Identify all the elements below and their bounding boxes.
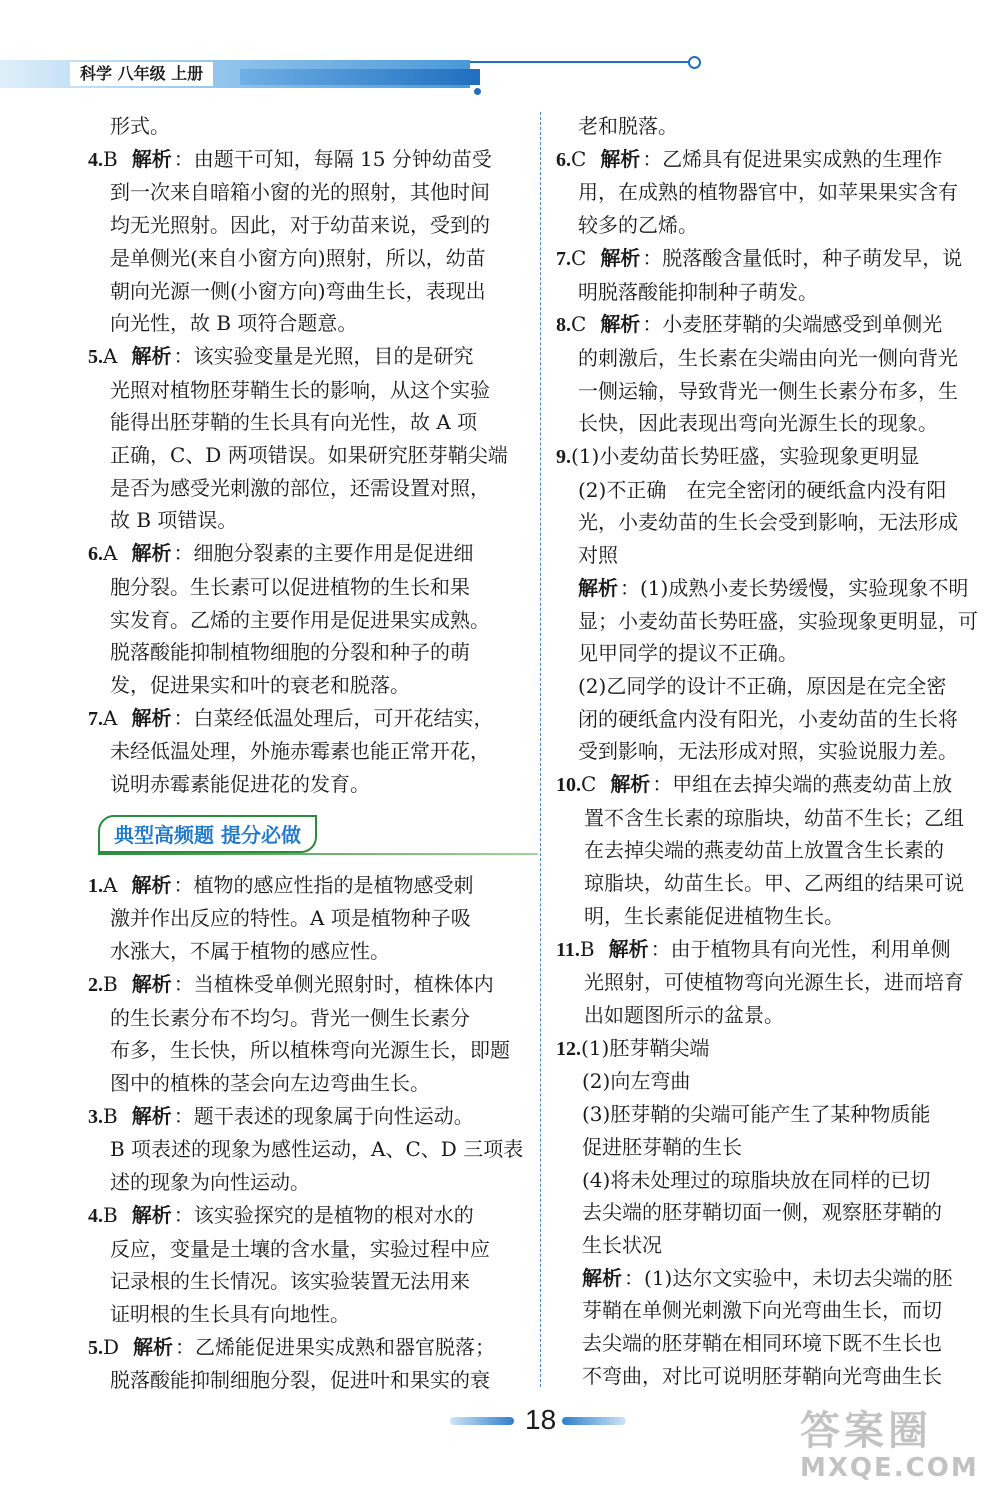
analysis-label: 解析	[131, 541, 172, 566]
book-title: 科学 八年级 上册	[70, 62, 213, 86]
q9-part4	[556, 670, 996, 768]
text-line: 生长状况	[582, 1232, 662, 1257]
text-line: ：该实验变量是光照，目的是研究	[173, 343, 474, 368]
q12-part3	[556, 1098, 996, 1163]
text-line: 闭的硬纸盒内没有阳光，小麦幼苗的生长将	[578, 706, 958, 731]
text-line: 能得出胚芽鞘的生长具有向光性，故 A 项	[110, 410, 478, 435]
item-number: 3.	[88, 1105, 103, 1128]
text-line: 脱落酸能抑制细胞分裂，促进叶和果实的衰	[110, 1368, 490, 1393]
item-number: 4.	[88, 148, 103, 171]
text-line: 脱落酸能抑制植物细胞的分裂和种子的萌	[110, 640, 470, 665]
left-column	[88, 110, 528, 1397]
q9-part2	[556, 474, 996, 572]
text-line: ：题干表述的现象属于向性运动。	[173, 1103, 474, 1128]
item-number: 7.	[556, 247, 571, 270]
text-line: 见甲同学的提议不正确。	[578, 641, 798, 666]
analysis-label: 解析	[600, 245, 641, 270]
text-line: 受到影响，无法形成对照，实验说服力差。	[578, 739, 958, 764]
answer-item	[556, 933, 996, 1032]
item-number: 2.	[88, 973, 103, 996]
analysis-label: 解析	[131, 343, 172, 368]
analysis-label: 解析	[610, 772, 651, 797]
text-line: ：小麦胚芽鞘的尖端感受到单侧光	[642, 312, 943, 337]
text-line: 芽鞘在单侧光刺激下向光弯曲生长，而切	[582, 1298, 942, 1323]
analysis-label: 解析	[133, 1334, 174, 1359]
answer-item	[556, 242, 996, 308]
analysis-label: 解析	[600, 312, 641, 337]
answer-item	[88, 968, 528, 1100]
analysis-label: 解析	[131, 971, 172, 996]
item-number: 12.	[556, 1037, 581, 1060]
item-number: 11.	[556, 938, 580, 961]
section-underline	[98, 853, 538, 855]
text-line: ：该实验探究的是植物的根对水的	[173, 1202, 474, 1227]
answer-choice: A	[103, 343, 118, 368]
text-line: ：由于植物具有向光性，利用单侧	[650, 936, 951, 961]
analysis-label: 解析	[578, 575, 618, 600]
text-line: 是否为感受光刺激的部位，还需设置对照，	[110, 475, 490, 500]
left-top-answers	[88, 110, 528, 801]
text-line: 明脱落酸能抑制种子萌发。	[578, 279, 818, 304]
text-line: 不弯曲，对比可说明胚芽鞘向光弯曲生长	[582, 1363, 942, 1388]
text-line: ：脱落酸含量低时，种子萌发早，说	[642, 245, 963, 270]
answer-choice: B	[103, 146, 118, 171]
text-line: 正确，C、D 两项错误。如果研究胚芽鞘尖端	[110, 443, 508, 468]
text-line: 水涨大，不属于植物的感应性。	[110, 939, 390, 964]
continued-text: 形式。	[110, 114, 170, 138]
text-line: 一侧运输，导致背光一侧生长素分布多，生	[578, 378, 958, 403]
answer-choice: B	[103, 1202, 118, 1227]
text-line: 记录根的生长情况。该实验装置无法用来	[110, 1269, 470, 1294]
text-line: 的刺激后，生长素在尖端由向光一侧向背光	[578, 345, 958, 370]
answer-item	[556, 143, 996, 242]
answer-choice: B	[103, 971, 118, 996]
answer-choice: D	[103, 1334, 120, 1359]
answer-choice: B	[103, 1103, 118, 1128]
text-line: 均无光照射。因此，对于幼苗来说，受到的	[110, 213, 490, 238]
answer-item	[88, 1199, 528, 1331]
text-line: 长快，因此表现出弯向光源生长的现象。	[578, 411, 938, 436]
answer-choice: C	[571, 146, 587, 171]
answer-item	[88, 1331, 528, 1397]
item-number: 1.	[88, 874, 103, 897]
text-line: 发，促进果实和叶的衰老和脱落。	[110, 672, 410, 697]
text-line: ：乙烯能促进果实成熟和器官脱落；	[175, 1334, 496, 1359]
left-bottom-answers	[88, 869, 528, 1397]
right-mid-answers	[556, 768, 996, 1032]
item-number: 7.	[88, 707, 103, 730]
text-line: 琼脂块，幼苗生长。甲、乙两组的结果可说	[584, 871, 964, 896]
answer-choice: B	[579, 936, 595, 961]
q12-part2	[556, 1065, 996, 1098]
continued-text: 老和脱落。	[578, 114, 678, 138]
page-footer	[440, 1400, 630, 1440]
analysis-label: 解析	[131, 705, 172, 730]
text-line: 在去掉尖端的燕麦幼苗上放置含生长素的	[584, 838, 944, 863]
answer-item-12	[556, 1032, 996, 1393]
column-divider	[540, 112, 541, 1387]
right-column	[556, 110, 996, 1392]
text-line: 激并作出反应的特性。A 项是植物种子吸	[110, 906, 471, 931]
item-number: 6.	[88, 543, 103, 566]
analysis-label: 解析	[131, 146, 172, 171]
text-line: (3)胚芽鞘的尖端可能产生了某种物质能	[582, 1102, 931, 1127]
text-line: 到一次来自暗箱小窗的光的照射，其他时间	[110, 180, 490, 205]
item-number: 10.	[556, 774, 581, 797]
text-line: 较多的乙烯。	[578, 213, 698, 238]
text-line: 光，小麦幼苗的生长会受到影响，无法形成	[578, 510, 958, 535]
text-line: 促进胚芽鞘的生长	[582, 1134, 742, 1159]
item-number: 9.	[556, 446, 571, 469]
answer-item	[88, 143, 528, 340]
text-line: 说明赤霉素能促进花的发育。	[110, 772, 370, 797]
answer-choice: A	[103, 872, 118, 897]
text-line: 是单侧光(来自小窗方向)照射，所以，幼苗	[110, 245, 486, 270]
text-line: 朝向光源一侧(小窗方向)弯曲生长，表现出	[110, 278, 486, 303]
text-line: 去尖端的胚芽鞘在相同环境下既不生长也	[582, 1331, 942, 1356]
text-line: (4)将未处理过的琼脂块放在同样的已切	[582, 1167, 931, 1192]
answer-item	[88, 1100, 528, 1199]
text-line: ：乙烯具有促进果实成熟的生理作	[642, 146, 943, 171]
answer-item	[88, 537, 528, 702]
header-dot-icon	[474, 88, 481, 95]
analysis-label: 解析	[582, 1265, 622, 1290]
item-number: 5.	[88, 345, 103, 368]
answer-choice: C	[571, 312, 587, 337]
answer-item	[88, 110, 528, 143]
text-line: ：植物的感应性指的是植物感受刺	[173, 872, 474, 897]
q12-part4	[556, 1164, 996, 1262]
header-circle-icon	[688, 56, 701, 69]
item-text: (1)胚芽鞘尖端	[581, 1035, 710, 1060]
text-line: 去尖端的胚芽鞘切面一侧，观察胚芽鞘的	[582, 1200, 942, 1225]
analysis-label: 解析	[608, 936, 649, 961]
watermark-url: MXQE.COM	[800, 1453, 979, 1483]
text-line: 述的现象为向性运动。	[110, 1170, 310, 1195]
footer-deco-right	[562, 1417, 626, 1425]
text-line: ：当植株受单侧光照射时，植株体内	[173, 971, 494, 996]
page-number: 18	[525, 1404, 557, 1435]
text-line: ：甲组在去掉尖端的燕麦幼苗上放	[652, 772, 953, 797]
item-text: (1)小麦幼苗长势旺盛，实验现象更明显	[571, 444, 920, 469]
answer-item	[88, 340, 528, 537]
answer-choice: A	[103, 541, 118, 566]
section-header	[98, 815, 528, 855]
right-top-answers	[556, 110, 996, 440]
text-line: ：白菜经低温处理后，可开花结实，	[173, 705, 494, 730]
q12-analysis	[556, 1262, 996, 1393]
watermark-title: 答案圈	[800, 1408, 932, 1454]
text-line: ：细胞分裂素的主要作用是促进细	[173, 541, 474, 566]
text-line: 出如题图所示的盆景。	[584, 1002, 784, 1027]
item-number: 4.	[88, 1204, 103, 1227]
analysis-label: 解析	[131, 1202, 172, 1227]
text-line: 胞分裂。生长素可以促进植物的生长和果	[110, 574, 470, 599]
q9-analysis	[556, 572, 996, 670]
answer-item	[88, 869, 528, 968]
text-line: (2)乙同学的设计不正确，原因是在完全密	[578, 673, 947, 698]
text-line: ：(1)达尔文实验中，未切去尖端的胚	[624, 1265, 953, 1290]
item-number: 8.	[556, 314, 571, 337]
text-line: 显；小麦幼苗长势旺盛，实验现象更明显，可	[578, 608, 978, 633]
text-line: 反应，变量是土壤的含水量，实验过程中应	[110, 1236, 490, 1261]
text-line: (2)不正确 在完全密闭的硬纸盒内没有阳	[578, 477, 947, 502]
text-line: 置不含生长素的琼脂块，幼苗不生长；乙组	[584, 805, 964, 830]
text-line: 证明根的生长具有向地性。	[110, 1301, 350, 1326]
item-number: 6.	[556, 148, 571, 171]
item-number: 5.	[88, 1336, 103, 1359]
answer-item-9	[556, 440, 996, 768]
answer-choice: C	[571, 245, 587, 270]
text-line: 的生长素分布不均匀。背光一侧生长素分	[110, 1005, 470, 1030]
text-line: 故 B 项错误。	[110, 508, 238, 533]
analysis-label: 解析	[131, 872, 172, 897]
answer-choice: A	[103, 705, 118, 730]
header-accent-bar	[240, 69, 480, 85]
watermark-logo	[800, 1408, 990, 1488]
answer-item	[556, 110, 996, 143]
text-line: ：(1)成熟小麦长势缓慢，实验现象不明	[620, 575, 969, 600]
analysis-label: 解析	[600, 146, 641, 171]
analysis-label: 解析	[131, 1103, 172, 1128]
text-line: 明，生长素能促进植物生长。	[584, 903, 844, 928]
text-line: 图中的植株的茎会向左边弯曲生长。	[110, 1070, 430, 1095]
text-line: (2)向左弯曲	[582, 1069, 691, 1094]
answer-item	[88, 702, 528, 801]
answer-item	[556, 768, 996, 933]
text-line: 布多，生长快，所以植株弯向光源生长，即题	[110, 1038, 510, 1063]
text-line: 光照射，可使植物弯向光源生长，进而培育	[584, 970, 964, 995]
text-line: ：由题干可知，每隔 15 分钟幼苗受	[173, 146, 492, 171]
text-line: 实发育。乙烯的主要作用是促进果实成熟。	[110, 607, 490, 632]
text-line: B 项表述的现象为感性运动，A、C、D 三项表	[110, 1137, 524, 1162]
text-line: 向光性，故 B 项符合题意。	[110, 311, 358, 336]
answer-choice: C	[581, 772, 597, 797]
text-line: 用，在成熟的植物器官中，如苹果果实含有	[578, 180, 958, 205]
text-line: 光照对植物胚芽鞘生长的影响，从这个实验	[110, 377, 490, 402]
section-title: 典型高频题 提分必做	[98, 815, 317, 853]
answer-item	[556, 308, 996, 440]
text-line: 对照	[578, 543, 618, 568]
footer-deco-left	[450, 1417, 514, 1425]
text-line: 未经低温处理，外施赤霉素也能正常开花，	[110, 739, 490, 764]
